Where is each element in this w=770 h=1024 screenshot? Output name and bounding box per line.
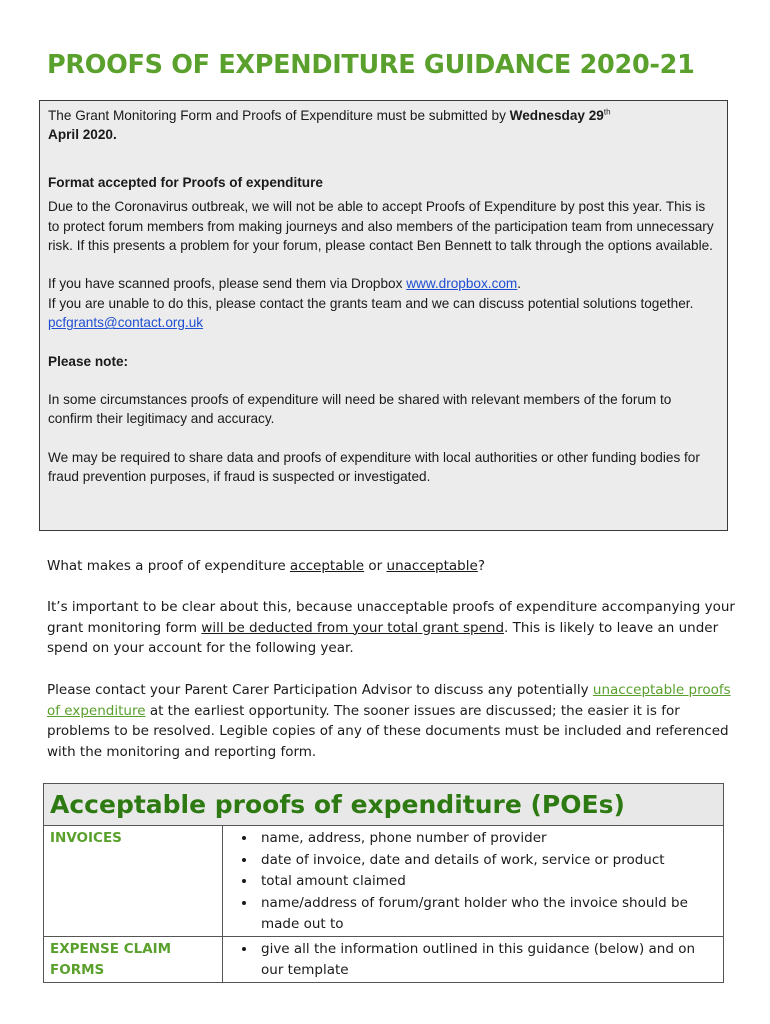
dropbox-text: If you have scanned proofs, please send them via Dropbox www.dropbox.com. If you are unable to do this, please contact the grants team and we can discuss potential solutions together. pcfgrants@contact.org.uk <box>48 276 694 331</box>
table-heading: Acceptable proofs of expenditure (POEs) <box>44 784 724 826</box>
important-paragraph: It’s important to be clear about this, because unacceptable proofs of expenditure accompanying your grant monitoring form will be deducted from your total grant spend. This is likely to leave an under spend on your account for the following year. <box>47 599 735 657</box>
deadline-date: Wednesday 29 <box>509 108 604 123</box>
note-heading: Please note: <box>48 353 129 369</box>
unable-text: If you are unable to do this, please contact the grants team and we can discuss potential solutions together. <box>48 295 694 311</box>
email-link[interactable]: pcfgrants@contact.org.uk <box>48 315 204 331</box>
submission-info-box <box>39 100 728 531</box>
dropbox-link[interactable]: www.dropbox.com <box>406 276 518 292</box>
row-label-invoices: INVOICES <box>44 826 223 937</box>
deadline-text <box>48 106 719 145</box>
contact-paragraph: Please contact your Parent Carer Participation Advisor to discuss any potentially unacceptable proofs of expenditure at the earliest opportunity. The sooner issues are discussed; the easier it is for problems to be resolved. Legible copies of any of these documents must be included and referenced with the monitoring and reporting form. <box>47 682 731 761</box>
list-item: • name/address of forum/grant holder who the invoice should be made out to <box>257 893 715 936</box>
list-item: • name, address, phone number of provider <box>257 828 715 850</box>
table-row <box>44 826 724 937</box>
list-item: • give all the information outlined in this guidance (below) and on our template <box>257 939 715 982</box>
invoice-requirements-list <box>223 828 715 936</box>
deadline-sup: th <box>603 107 611 117</box>
table-row <box>44 936 724 982</box>
list-item: • date of invoice, date and details of work, service or product <box>257 850 715 872</box>
deducted-underline: will be deducted from your total grant spend <box>201 619 505 636</box>
page-title: PROOFS OF EXPENDITURE GUIDANCE 2020-21 <box>47 50 695 80</box>
question-heading: What makes a proof of expenditure acceptable or unacceptable? <box>47 558 485 574</box>
note-2: We may be required to share data and proofs of expenditure with local authorities or other funding bodies for fraud prevention purposes, if fraud is suspected or investigated. <box>48 449 700 485</box>
expense-claim-requirements-list <box>223 939 715 982</box>
unacceptable-poe-link[interactable]: unacceptable proofs of expenditure <box>47 682 731 719</box>
note-1: In some circumstances proofs of expenditure will need be shared with relevant members of the forum to confirm their legitimacy and accuracy. <box>48 392 672 427</box>
deadline-line2: April 2020. <box>48 127 117 143</box>
format-heading: Format accepted for Proofs of expenditure <box>48 174 323 190</box>
acceptable-poe-table <box>43 783 724 983</box>
coronavirus-text: Due to the Coronavirus outbreak, we will not be able to accept Proofs of Expenditure by post this year. This is to protect forum members from making journeys and also members of the participation team from unnecessary risk. If this presents a problem for your forum, please contact Ben Bennett to talk through the options available. <box>48 199 714 254</box>
list-item: • total amount claimed <box>257 871 715 893</box>
deadline-pre: The Grant Monitoring Form and Proofs of Expenditure must be submitted by <box>48 108 510 123</box>
row-label-expense-claim-forms: EXPENSE CLAIM FORMS <box>44 936 223 982</box>
